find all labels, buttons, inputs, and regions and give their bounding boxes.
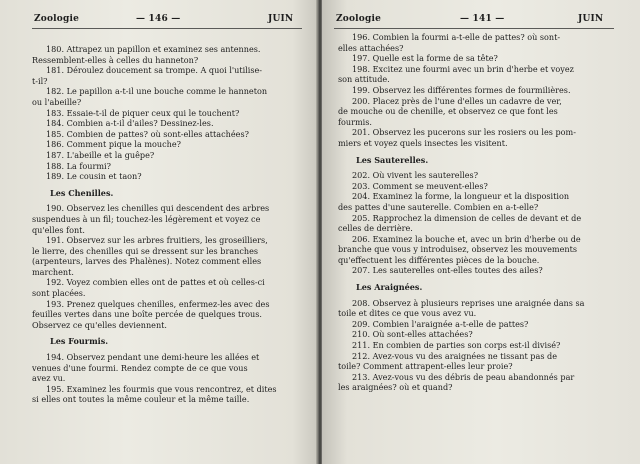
question-line: 206. Examinez la bouche et, avec un brin d'herbe ou de [352,233,581,244]
question-line: celles de derrière. [338,223,413,234]
question-line: suspendues à un fil; touchez-les légèrement et voyez ce [32,213,261,224]
question-line: 183. Essaie-t-il de piquer ceux qui le touchent? [46,107,240,118]
question-line: 200. Placez près de l'une d'elles un cadavre de ver, [352,95,562,106]
question-line: marchent. [32,266,74,277]
question-line: branche que vous y introduisez, observez les mouvements [338,244,577,255]
question-line: 181. Déroulez doucement sa trompe. A quoi l'utilise- [46,65,263,76]
question-line: venues d'une fourmi. Rendez compte de ce que vous [32,362,248,373]
question-line: feuilles vertes dans une boîte percée de quelques trous. [32,309,262,320]
question-line: ou l'abeille? [32,96,82,107]
question-line: 210. Où sont-elles attachées? [352,329,473,340]
question-line: Observez ce qu'elles deviennent. [32,319,168,330]
question-line: 197. Quelle est la forme de sa tête? [352,53,498,64]
question-line: 199. Observez les différentes formes de fourmilières. [352,84,571,95]
question-line: 192. Voyez combien elles ont de pattes et où celles-ci [46,277,265,288]
question-line: 189. Le cousin et taon? [46,171,142,182]
question-line: 184. Combien a-t-il d'ailes? Dessinez-les. [46,118,214,129]
right-header-month: JUIN [578,14,604,24]
question-line: 193. Prenez quelques chenilles, enfermez-les avec des [46,298,270,309]
left-page-body [32,44,308,405]
question-line: 204. Examinez la forme, la longueur et la disposition [352,191,570,202]
question-line: les araignées? où et quand? [338,382,453,393]
section-heading: Les Fourmis. [50,336,109,347]
question-line: 188. La fourmi? [46,160,111,171]
section-heading: Les Chenilles. [50,187,114,198]
right-header-rule [334,28,614,29]
question-line: toile et dites ce que vous avez vu. [338,308,477,319]
question-line: 191. Observez sur les arbres fruitiers, les groseilliers, [46,235,268,246]
right-page-body [338,32,624,393]
question-line: sont placées. [32,288,86,299]
question-line: 207. Les sauterelles ont-elles toutes des ailes? [352,265,543,276]
question-line: t-il? [32,75,48,86]
right-header-page-number: — 141 — [460,14,505,24]
question-line: 212. Avez-vous vu des araignées ne tissant pas de [352,350,558,361]
question-line: 208. Observez à plusieurs reprises une araignée dans sa [352,297,585,308]
section-heading: Les Sauterelles. [356,154,429,165]
question-line: des pattes d'une sauterelle. Combien en a-t-elle? [338,201,539,212]
question-line: 213. Avez-vous vu des débris de peau abandonnés par [352,371,575,382]
question-line: 209. Combien l'araignée a-t-elle de pattes? [352,318,529,329]
question-line: elles attachées? [338,42,404,53]
left-page [0,0,318,464]
question-line: 185. Combien de pattes? où sont-elles attachées? [46,128,249,139]
left-header-rule [32,28,302,29]
left-header-month: JUIN [268,14,294,24]
section-heading: Les Araignées. [356,282,423,293]
left-header-page-number: — 146 — [136,14,181,24]
right-header-section: Zoologie [336,14,382,24]
question-line: 190. Observez les chenilles qui descendent des arbres [46,203,270,214]
question-line: 194. Observez pendant une demi-heure les allées et [46,352,260,363]
question-line: 186. Comment pique la mouche? [46,139,181,150]
question-line: 182. Le papillon a-t-il une bouche comme le hanneton [46,86,268,97]
question-line: 195. Examinez les fourmis que vous rencontrez, et dites [46,383,277,394]
question-line: de mouche ou de chenille, et observez ce que font les [338,106,558,117]
question-line: 202. Où vivent les sauterelles? [352,170,479,181]
question-line: qu'elles font. [32,224,86,235]
question-line: (arpenteurs, larves des Phalènes). Notez comment elles [32,256,262,267]
question-line: avez vu. [32,373,66,384]
question-line: le lierre, des chenilles qui se dressent sur les branches [32,245,259,256]
question-line: miers et voyez quels insectes les visitent. [338,137,508,148]
question-line: toile? Comment attrapent-elles leur proie? [338,361,513,372]
question-line: Ressemblent-elles à celles du hanneton? [32,54,199,65]
question-line: 205. Rapprochez la dimension de celles de devant et de [352,212,582,223]
question-line: 203. Comment se meuvent-elles? [352,180,488,191]
question-line: fourmis. [338,116,372,127]
question-line: si elles ont toutes la même couleur et la même taille. [32,394,250,405]
question-line: 198. Excitez une fourmi avec un brin d'herbe et voyez [352,63,574,74]
left-header-section: Zoologie [34,14,80,24]
question-line: qu'effectuent les différentes pièces de la bouche. [338,254,540,265]
question-line: 187. L'abeille et la guêpe? [46,149,155,160]
question-line: 201. Observez les pucerons sur les rosiers ou les pom- [352,127,576,138]
question-line: 196. Combien la fourmi a-t-elle de pattes? où sont- [352,32,561,42]
right-page [322,0,640,464]
question-line: 180. Attrapez un papillon et examinez ses antennes. [46,44,261,54]
question-line: son attitude. [338,74,390,85]
question-line: 211. En combien de parties son corps est-il divisé? [352,340,561,351]
